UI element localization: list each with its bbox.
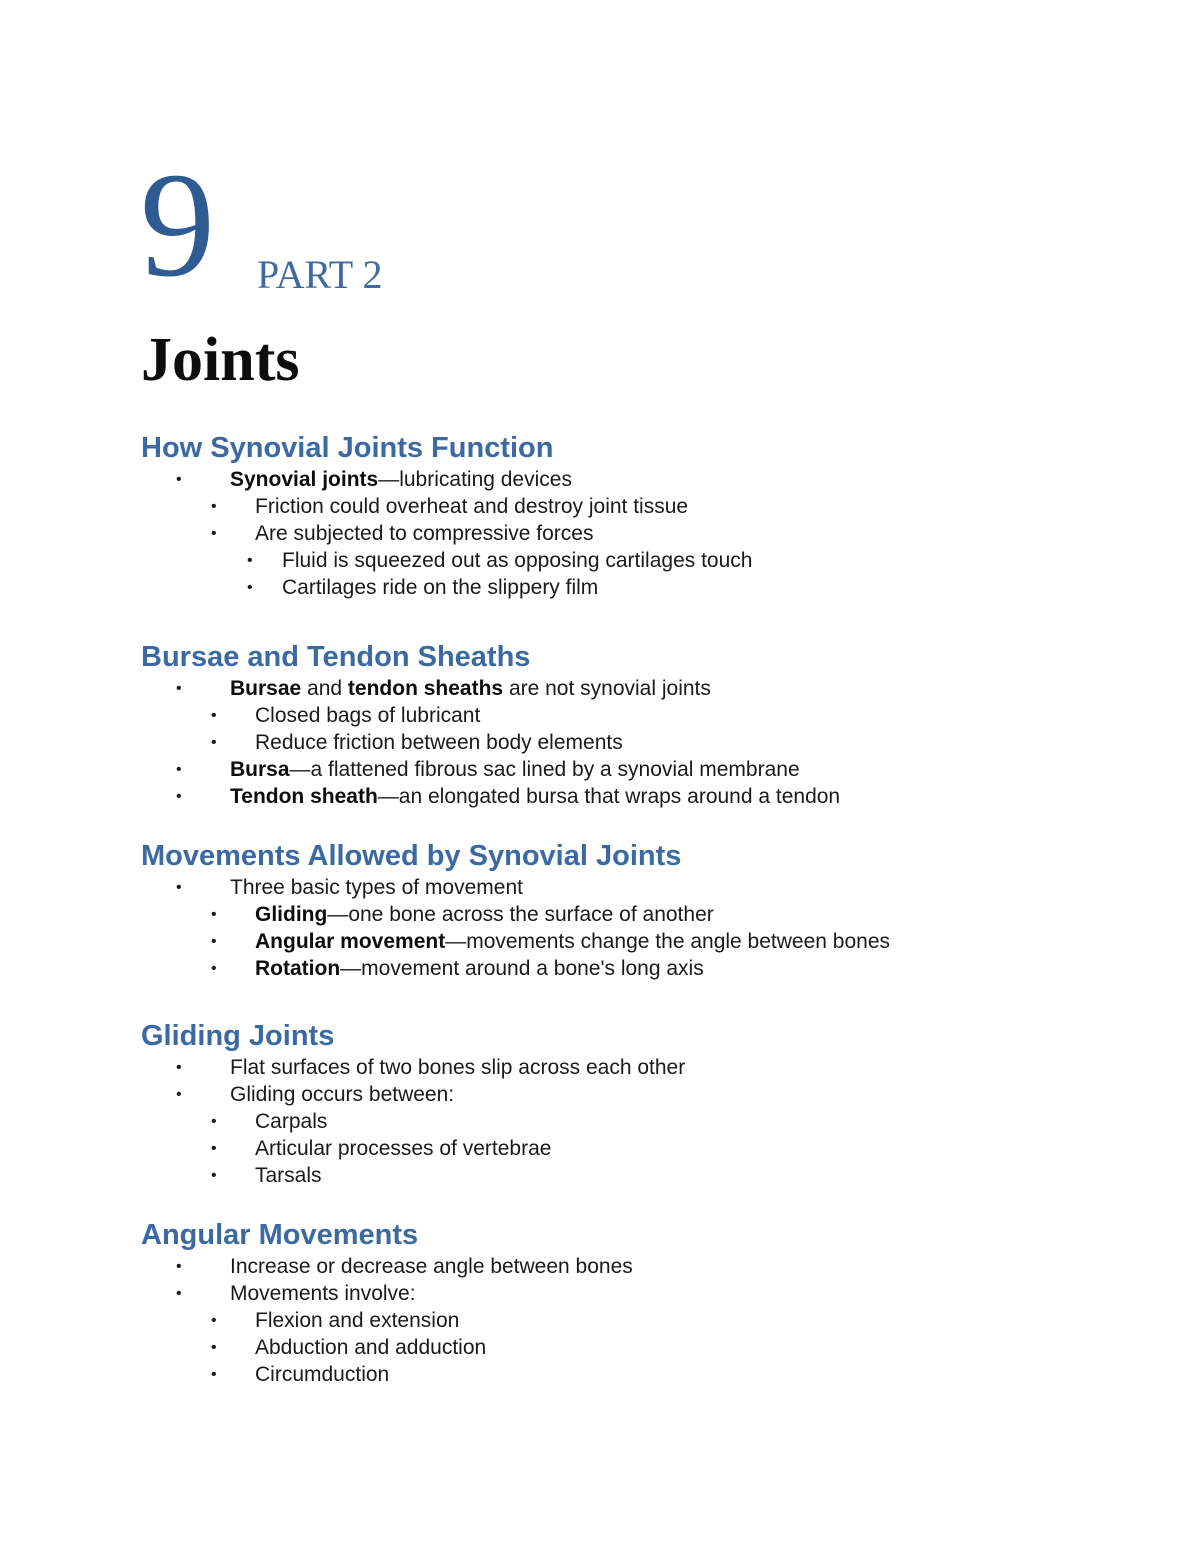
item-text: Carpals bbox=[255, 1110, 328, 1133]
list-item bbox=[141, 1108, 1141, 1135]
list-item bbox=[141, 756, 1141, 783]
item-text: Increase or decrease angle between bones bbox=[230, 1255, 633, 1278]
item-text: Fluid is squeezed out as opposing cartilages touch bbox=[282, 549, 753, 572]
item-text: are not synovial joints bbox=[503, 677, 711, 700]
list-item bbox=[141, 1334, 1141, 1361]
list-item bbox=[141, 493, 1141, 520]
item-text: Tarsals bbox=[255, 1164, 322, 1187]
item-text: and bbox=[301, 677, 348, 700]
list-item bbox=[141, 1280, 1141, 1307]
item-text: Cartilages ride on the slippery film bbox=[282, 576, 599, 599]
section-heading: Angular Movements bbox=[141, 1219, 419, 1251]
bullet: • bbox=[247, 579, 253, 596]
list-item bbox=[141, 1307, 1141, 1334]
list-item bbox=[141, 1253, 1141, 1280]
item-text: —movement around a bone's long axis bbox=[340, 957, 704, 980]
list-item bbox=[141, 1162, 1141, 1189]
part-label: PART 2 bbox=[257, 252, 383, 297]
bullet: • bbox=[211, 1113, 217, 1130]
bullet: • bbox=[211, 1339, 217, 1356]
bullet: • bbox=[176, 680, 182, 697]
bullet: • bbox=[176, 1086, 182, 1103]
list-item bbox=[141, 1054, 1141, 1081]
item-text: Movements involve: bbox=[230, 1282, 416, 1305]
term: Bursa bbox=[230, 758, 290, 781]
bullet: • bbox=[176, 761, 182, 778]
bullet: • bbox=[211, 1140, 217, 1157]
term: Angular movement bbox=[255, 930, 446, 953]
item-text: —an elongated bursa that wraps around a tendon bbox=[377, 785, 841, 808]
item-text: —a flattened fibrous sac lined by a synovial membrane bbox=[289, 758, 800, 781]
item-text: —movements change the angle between bones bbox=[445, 930, 890, 953]
list-item bbox=[141, 547, 1141, 574]
section-angular-movements bbox=[141, 1217, 1141, 1388]
item-text: —one bone across the surface of another bbox=[327, 903, 714, 926]
item-text: Friction could overheat and destroy joint tissue bbox=[255, 495, 689, 518]
list-item bbox=[141, 874, 1141, 901]
list-item bbox=[141, 901, 1141, 928]
bullet: • bbox=[211, 1167, 217, 1184]
bullet: • bbox=[211, 1366, 217, 1383]
item-text: Three basic types of movement bbox=[230, 876, 523, 899]
item-text: —lubricating devices bbox=[378, 468, 572, 491]
section-gliding-joints bbox=[141, 1018, 1141, 1189]
bullet: • bbox=[176, 788, 182, 805]
bullet: • bbox=[211, 525, 217, 542]
bullet: • bbox=[211, 1312, 217, 1329]
list-item bbox=[141, 928, 1141, 955]
section-heading: Movements Allowed by Synovial Joints bbox=[141, 840, 682, 872]
item-text: Circumduction bbox=[255, 1363, 390, 1386]
chapter-number: 9 bbox=[140, 142, 215, 308]
bullet: • bbox=[211, 906, 217, 923]
section-bursae bbox=[141, 639, 1141, 810]
section-heading: How Synovial Joints Function bbox=[141, 432, 554, 464]
term: Bursae bbox=[230, 677, 302, 700]
section-heading: Bursae and Tendon Sheaths bbox=[141, 641, 531, 673]
list-item bbox=[141, 702, 1141, 729]
term: Synovial joints bbox=[230, 468, 379, 491]
bullet: • bbox=[211, 933, 217, 950]
item-text: Are subjected to compressive forces bbox=[255, 522, 594, 545]
bullet: • bbox=[247, 552, 253, 569]
bullet: • bbox=[211, 498, 217, 515]
list-item bbox=[141, 520, 1141, 547]
bullet: • bbox=[176, 1285, 182, 1302]
list-item bbox=[141, 1361, 1141, 1388]
section-synovial-function bbox=[141, 430, 1141, 601]
item-text: Flat surfaces of two bones slip across each other bbox=[230, 1056, 686, 1079]
list-item bbox=[141, 783, 1141, 810]
list-item bbox=[141, 729, 1141, 756]
list-item bbox=[141, 574, 1141, 601]
item-text: Reduce friction between body elements bbox=[255, 731, 623, 754]
item-text: Flexion and extension bbox=[255, 1309, 460, 1332]
item-text: Closed bags of lubricant bbox=[255, 704, 481, 727]
list-item bbox=[141, 1135, 1141, 1162]
item-text: Gliding occurs between: bbox=[230, 1083, 455, 1106]
list-item bbox=[141, 675, 1141, 702]
term: tendon sheaths bbox=[347, 677, 504, 700]
term: Tendon sheath bbox=[230, 785, 378, 808]
term: Rotation bbox=[255, 957, 341, 980]
bullet: • bbox=[176, 879, 182, 896]
item-text: Articular processes of vertebrae bbox=[255, 1137, 552, 1160]
bullet: • bbox=[211, 960, 217, 977]
list-item bbox=[141, 1081, 1141, 1108]
section-movements bbox=[141, 838, 1141, 982]
bullet: • bbox=[176, 1059, 182, 1076]
document-title: Joints bbox=[141, 326, 300, 394]
bullet: • bbox=[176, 471, 182, 488]
item-text: Abduction and adduction bbox=[255, 1336, 487, 1359]
bullet: • bbox=[211, 734, 217, 751]
bullet: • bbox=[211, 707, 217, 724]
list-item bbox=[141, 955, 1141, 982]
list-item bbox=[141, 466, 1141, 493]
section-heading: Gliding Joints bbox=[141, 1020, 335, 1052]
term: Gliding bbox=[255, 903, 328, 926]
bullet: • bbox=[176, 1258, 182, 1275]
